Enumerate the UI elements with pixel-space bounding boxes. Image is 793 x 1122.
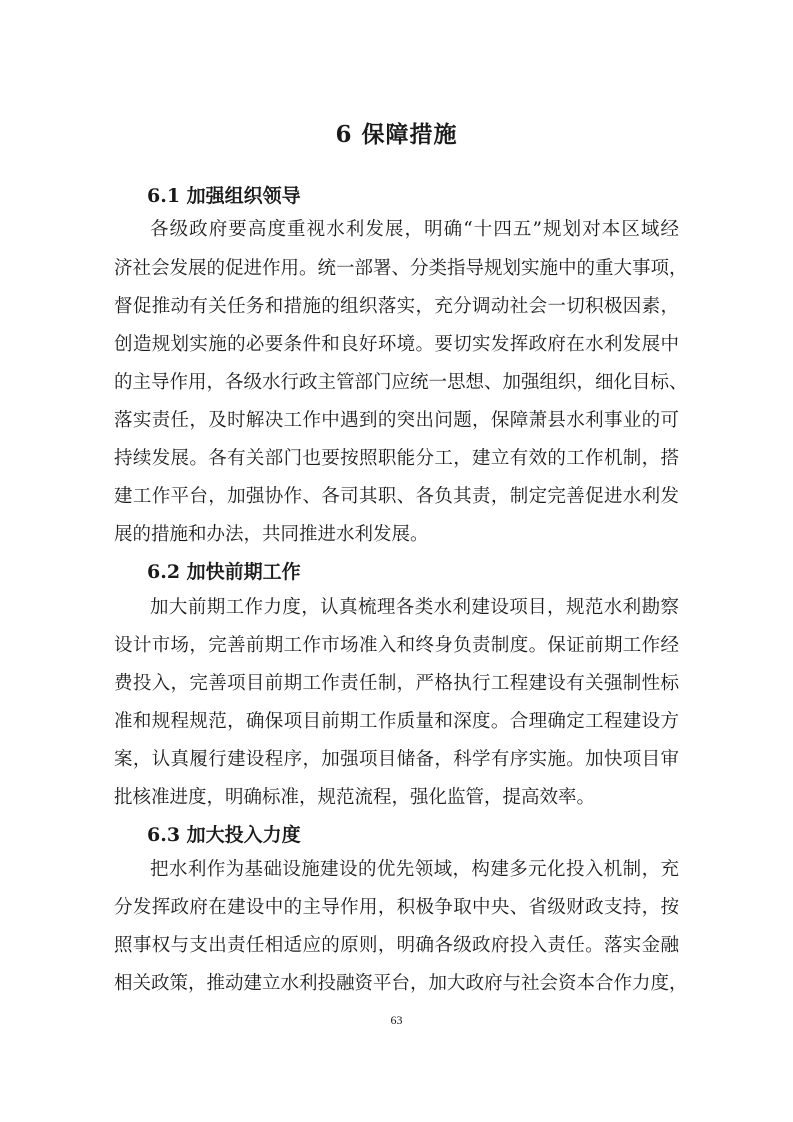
section-heading-6-1: 6.1 加强组织领导	[147, 185, 301, 207]
paragraph-line: 持续发展。各有关部门也要按照职能分工，建立有效的工作机制，搭	[114, 448, 679, 469]
paragraph-line: 把水利作为基础设施建设的优先领域，构建多元化投入机制，充	[150, 859, 679, 880]
paragraph-line: 加大前期工作力度，认真梳理各类水利建设项目，规范水利勘察	[150, 597, 679, 618]
section-heading-6-3: 6.3 加大投入力度	[147, 824, 301, 846]
paragraph-line: 展的措施和办法，共同推进水利发展。	[114, 524, 429, 545]
paragraph-line: 各级政府要高度重视水利发展，明确“十四五”规划对本区域经	[150, 219, 679, 240]
chapter-title: 6 保障措施	[335, 121, 458, 148]
paragraph-line: 设计市场，完善前期工作市场准入和终身负责制度。保证前期工作经	[114, 635, 679, 656]
paragraph-line: 相关政策，推动建立水利投融资平台，加大政府与社会资本合作力度，	[114, 973, 688, 994]
paragraph-line: 建工作平台，加强协作、各司其职、各负其责，制定完善促进水利发	[114, 486, 679, 507]
paragraph-line: 的主导作用，各级水行政主管部门应统一思想、加强组织，细化目标、	[114, 372, 688, 393]
paragraph-line: 准和规程规范，确保项目前期工作质量和深度。合理确定工程建设方	[114, 711, 679, 732]
paragraph-line: 督促推动有关任务和措施的组织落实，充分调动社会一切积极因素，	[114, 296, 679, 317]
paragraph-line: 分发挥政府在建设中的主导作用，积极争取中央、省级财政支持，按	[114, 897, 679, 918]
section-heading-6-2: 6.2 加快前期工作	[147, 561, 301, 583]
paragraph-line: 案，认真履行建设程序，加强项目储备，科学有序实施。加快项目审	[114, 749, 679, 770]
page-number: 63	[390, 1013, 403, 1027]
paragraph-line: 批核准进度，明确标准，规范流程，强化监管，提高效率。	[114, 787, 596, 808]
paragraph-line: 落实责任，及时解决工作中遇到的突出问题，保障萧县水利事业的可	[114, 410, 679, 431]
paragraph-line: 创造规划实施的必要条件和良好环境。要切实发挥政府在水利发展中	[114, 334, 679, 355]
paragraph-line: 照事权与支出责任相适应的原则，明确各级政府投入责任。落实金融	[114, 935, 679, 956]
paragraph-line: 济社会发展的促进作用。统一部署、分类指导规划实施中的重大事项，	[114, 258, 688, 279]
paragraph-line: 费投入，完善项目前期工作责任制，严格执行工程建设有关强制性标	[114, 673, 679, 694]
